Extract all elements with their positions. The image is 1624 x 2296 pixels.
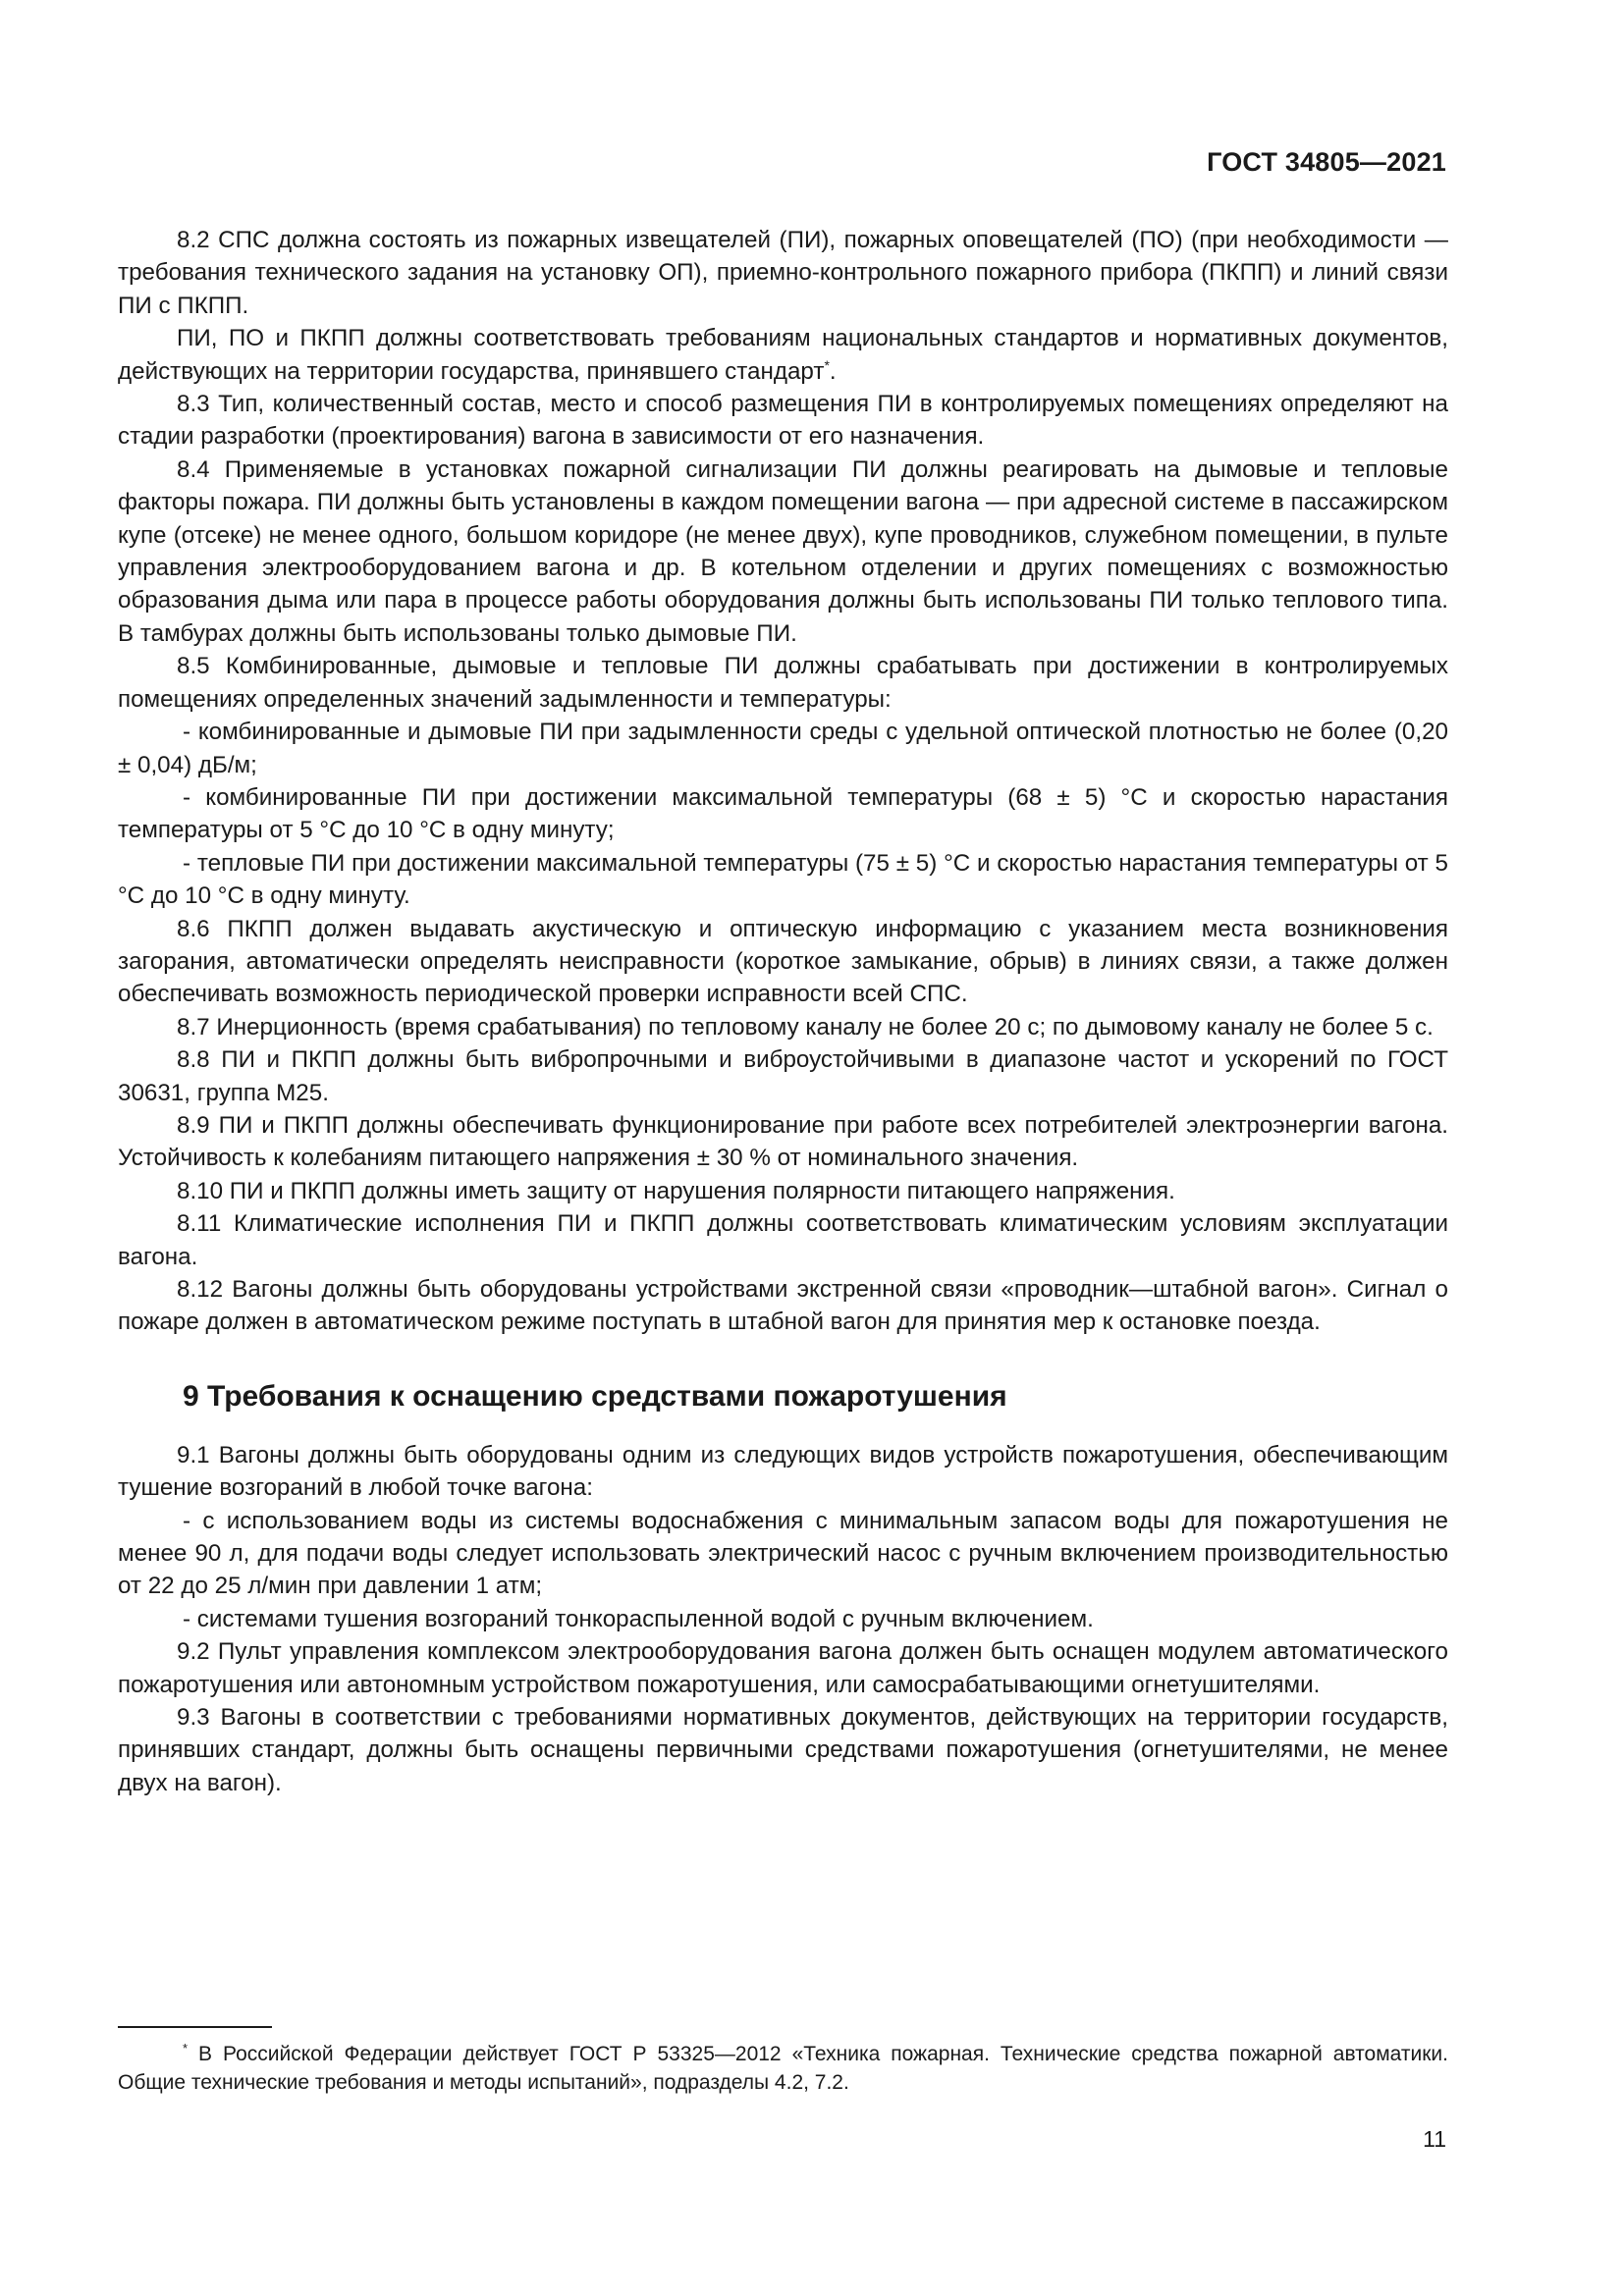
footnote-separator (118, 2026, 272, 2028)
body-text (118, 224, 1448, 1799)
footnote (118, 2040, 1448, 2097)
clause-8-12: 8.12 Вагоны должны быть оборудованы устройствами экстренной связи «проводник—штабной вагон». Сигнал о пожаре должен в автоматическом режиме поступать в штабной вагон для принятия мер к остановке поезда. (118, 1276, 1448, 1336)
clause-8-3: 8.3 Тип, количественный состав, место и способ размещения ПИ в контролируемых помещениях определяют на стадии разработки (проектирования) вагона в зависимости от его назначения. (118, 391, 1448, 451)
page-number: 11 (1423, 2126, 1446, 2152)
clause-8-7: 8.7 Инерционность (время срабатывания) по тепловому каналу не более 20 с; по дымовому каналу не более 5 с. (177, 1013, 1434, 1041)
clause-8-2-conformity-text: ПИ, ПО и ПКПП должны соответствовать требованиям национальных стандартов и нормативных документов, действующих на территории государства, принявшего стандарт (118, 325, 1448, 385)
clause-8-2: 8.2 СПС должна состоять из пожарных извещателей (ПИ), пожарных оповещателей (ПО) (при необходимости — требования технического задания на установку ОП), приемно-контрольного пожарного прибора (ПКПП) и линий связи ПИ с ПКПП. (118, 227, 1448, 319)
clause-9-1-item-water: - с использованием воды из системы водоснабжения с минимальным запасом воды для пожаротушения не менее 90 л, для подачи воды следует использовать электрический насос с ручным включением производительностью от 22 до 25 л/мин при давлении 1 атм; (118, 1507, 1448, 1600)
clause-8-5-item-heat: - тепловые ПИ при достижении максимальной температуры (75 ± 5) °С и скоростью нарастания температуры от 5 °С до 10 °С в одну минуту. (118, 849, 1448, 910)
clause-8-8: 8.8 ПИ и ПКПП должны быть вибропрочными и виброустойчивыми в диапазоне частот и ускорений по ГОСТ 30631, группа М25. (118, 1046, 1448, 1106)
clause-8-5-item-combined-smoke: - комбинированные и дымовые ПИ при задымленности среды с удельной оптической плотностью не более (0,20 ± 0,04) дБ/м; (118, 719, 1448, 778)
document-code: ГОСТ 34805—2021 (1207, 147, 1446, 177)
clause-8-5-item-combined-heat: - комбинированные ПИ при достижении максимальной температуры (68 ± 5) °С и скоростью нарастания температуры от 5 °С до 10 °С в одну минуту; (118, 783, 1448, 844)
clause-8-5: 8.5 Комбинированные, дымовые и тепловые ПИ должны срабатывать при достижении в контролируемых помещениях определенных значений задымленности и температуры: (118, 653, 1448, 713)
clause-9-3: 9.3 Вагоны в соответствии с требованиями нормативных документов, действующих на территории государств, принявших стандарт, должны быть оснащены первичными средствами пожаротушения (огнетушителями, не менее двух на вагон). (118, 1704, 1448, 1796)
clause-8-9: 8.9 ПИ и ПКПП должны обеспечивать функционирование при работе всех потребителей электроэнергии вагона. Устойчивость к колебаниям питающего напряжения ± 30 % от номинального значения. (118, 1111, 1448, 1172)
clause-9-1-item-mist: - системами тушения возгораний тонкораспыленной водой с ручным включением. (183, 1605, 1094, 1632)
clause-8-2-conformity-end: . (829, 357, 837, 385)
footnote-mark: * (183, 2041, 189, 2056)
footnote-reference: * (824, 356, 830, 373)
clause-8-10: 8.10 ПИ и ПКПП должны иметь защиту от нарушения полярности питающего напряжения. (177, 1177, 1175, 1204)
footnote-text: В Российской Федерации действует ГОСТ Р 53325—2012 «Техника пожарная. Технические средства пожарной автоматики. Общие технические требования и методы испытаний», подразделы 4.2, 7.2. (118, 2043, 1448, 2094)
clause-8-4: 8.4 Применяемые в установках пожарной сигнализации ПИ должны реагировать на дымовые и тепловые факторы пожара. ПИ должны быть установлены в каждом помещении вагона — при адресной системе в пассажирском купе (отсеке) не менее одного, большом коридоре (не менее двух), купе проводников, служебном помещении, в пульте управления электрооборудованием вагона и др. В котельном отделении и других помещениях с возможностью образования дыма или пара в процессе работы оборудования должны быть использованы ПИ только теплового типа. В тамбурах должны быть использованы только дымовые ПИ. (118, 455, 1448, 647)
clause-8-11: 8.11 Климатические исполнения ПИ и ПКПП должны соответствовать климатическим условиям эксплуатации вагона. (118, 1210, 1448, 1270)
section-9-heading: 9 Требования к оснащению средствами пожаротушения (183, 1379, 1007, 1413)
clause-8-2-conformity (118, 322, 1448, 388)
clause-9-2: 9.2 Пульт управления комплексом электрооборудования вагона должен быть оснащен модулем автоматического пожаротушения или автономным устройством пожаротушения, или самосрабатывающими огнетушителями. (118, 1638, 1448, 1698)
clause-8-6: 8.6 ПКПП должен выдавать акустическую и оптическую информацию с указанием места возникновения загорания, автоматически определять неисправности (короткое замыкание, обрыв) в линиях связи, а также должен обеспечивать возможность периодической проверки исправности всей СПС. (118, 915, 1448, 1008)
clause-9-1: 9.1 Вагоны должны быть оборудованы одним из следующих видов устройств пожаротушения, обеспечивающим тушение возгораний в любой точке вагона: (118, 1441, 1448, 1502)
